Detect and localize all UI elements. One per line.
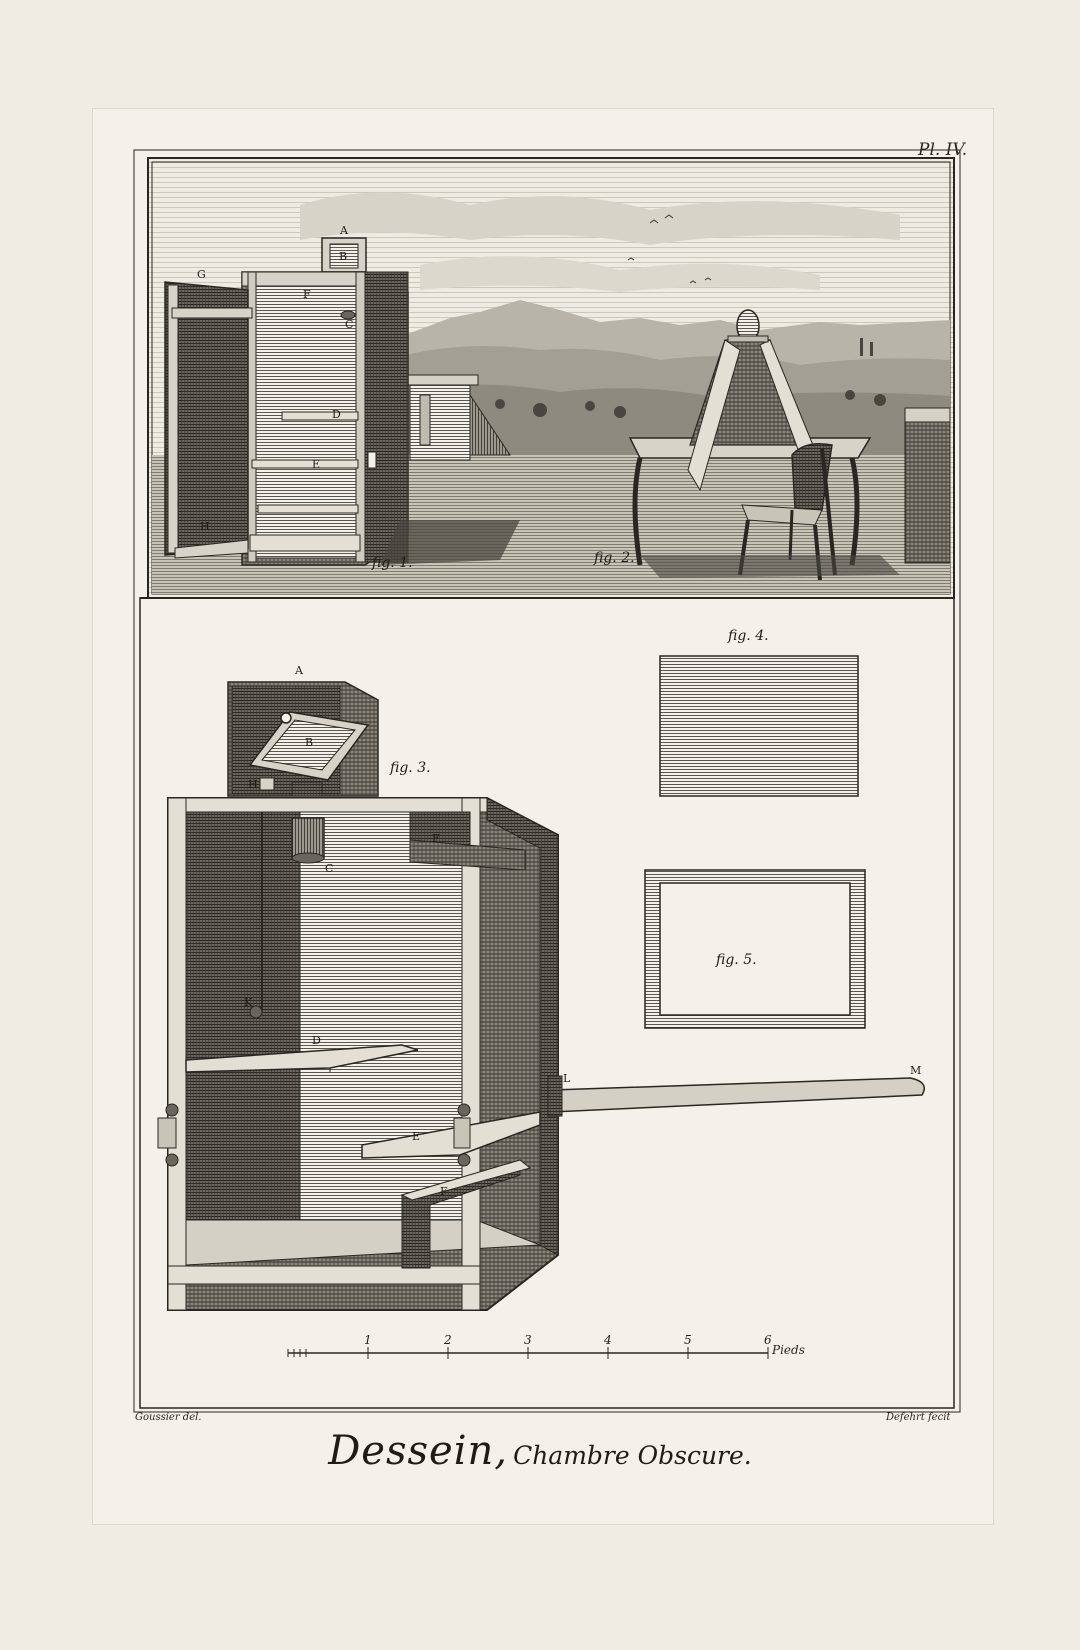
svg-text:F: F (440, 1185, 448, 1198)
svg-text:L: L (563, 1072, 571, 1085)
credit-engraver: Defehrt fecit (886, 1412, 951, 1423)
plate-number: Pl. IV. (918, 140, 968, 160)
svg-text:fig. 4.: fig. 4. (728, 628, 769, 644)
svg-text:2: 2 (444, 1333, 452, 1347)
title-main: Dessein, (328, 1428, 508, 1474)
svg-text:F: F (432, 832, 440, 845)
svg-text:5: 5 (684, 1333, 692, 1347)
fig5-frame (645, 870, 865, 1028)
fig4-plate (660, 656, 858, 796)
svg-text:4: 4 (604, 1333, 612, 1347)
svg-text:fig. 1.: fig. 1. (372, 555, 413, 571)
title-sub: Chambre Obscure. (513, 1441, 752, 1470)
scale-unit: Pieds (772, 1343, 805, 1357)
svg-text:fig. 3.: fig. 3. (390, 760, 431, 776)
svg-text:fig. 5.: fig. 5. (716, 952, 757, 968)
fig1-cabinet (165, 238, 408, 565)
svg-text:D: D (332, 408, 341, 421)
top-panel (148, 158, 954, 598)
plate-title (0, 1428, 1080, 1474)
svg-text:fig. 2.: fig. 2. (594, 550, 635, 566)
svg-text:B: B (305, 736, 314, 749)
svg-text:M: M (910, 1064, 922, 1077)
svg-text:F: F (303, 288, 311, 301)
svg-text:H: H (248, 778, 258, 791)
svg-text:1: 1 (364, 1333, 372, 1347)
svg-text:A: A (295, 664, 303, 677)
svg-text:C: C (345, 318, 354, 331)
scale-bar (288, 1347, 768, 1359)
svg-text:A: A (340, 224, 348, 237)
svg-text:K: K (244, 996, 253, 1009)
credit-draughtsman: Goussier del. (135, 1412, 202, 1423)
svg-text:C: C (325, 862, 334, 875)
scale-labels (364, 1333, 772, 1347)
svg-text:H: H (200, 520, 210, 533)
svg-text:3: 3 (524, 1333, 532, 1347)
svg-text:G: G (197, 268, 206, 281)
svg-text:6: 6 (764, 1333, 772, 1347)
svg-text:B: B (339, 250, 348, 263)
svg-text:E: E (312, 458, 321, 471)
svg-text:D: D (312, 1034, 321, 1047)
svg-text:E: E (412, 1130, 421, 1143)
